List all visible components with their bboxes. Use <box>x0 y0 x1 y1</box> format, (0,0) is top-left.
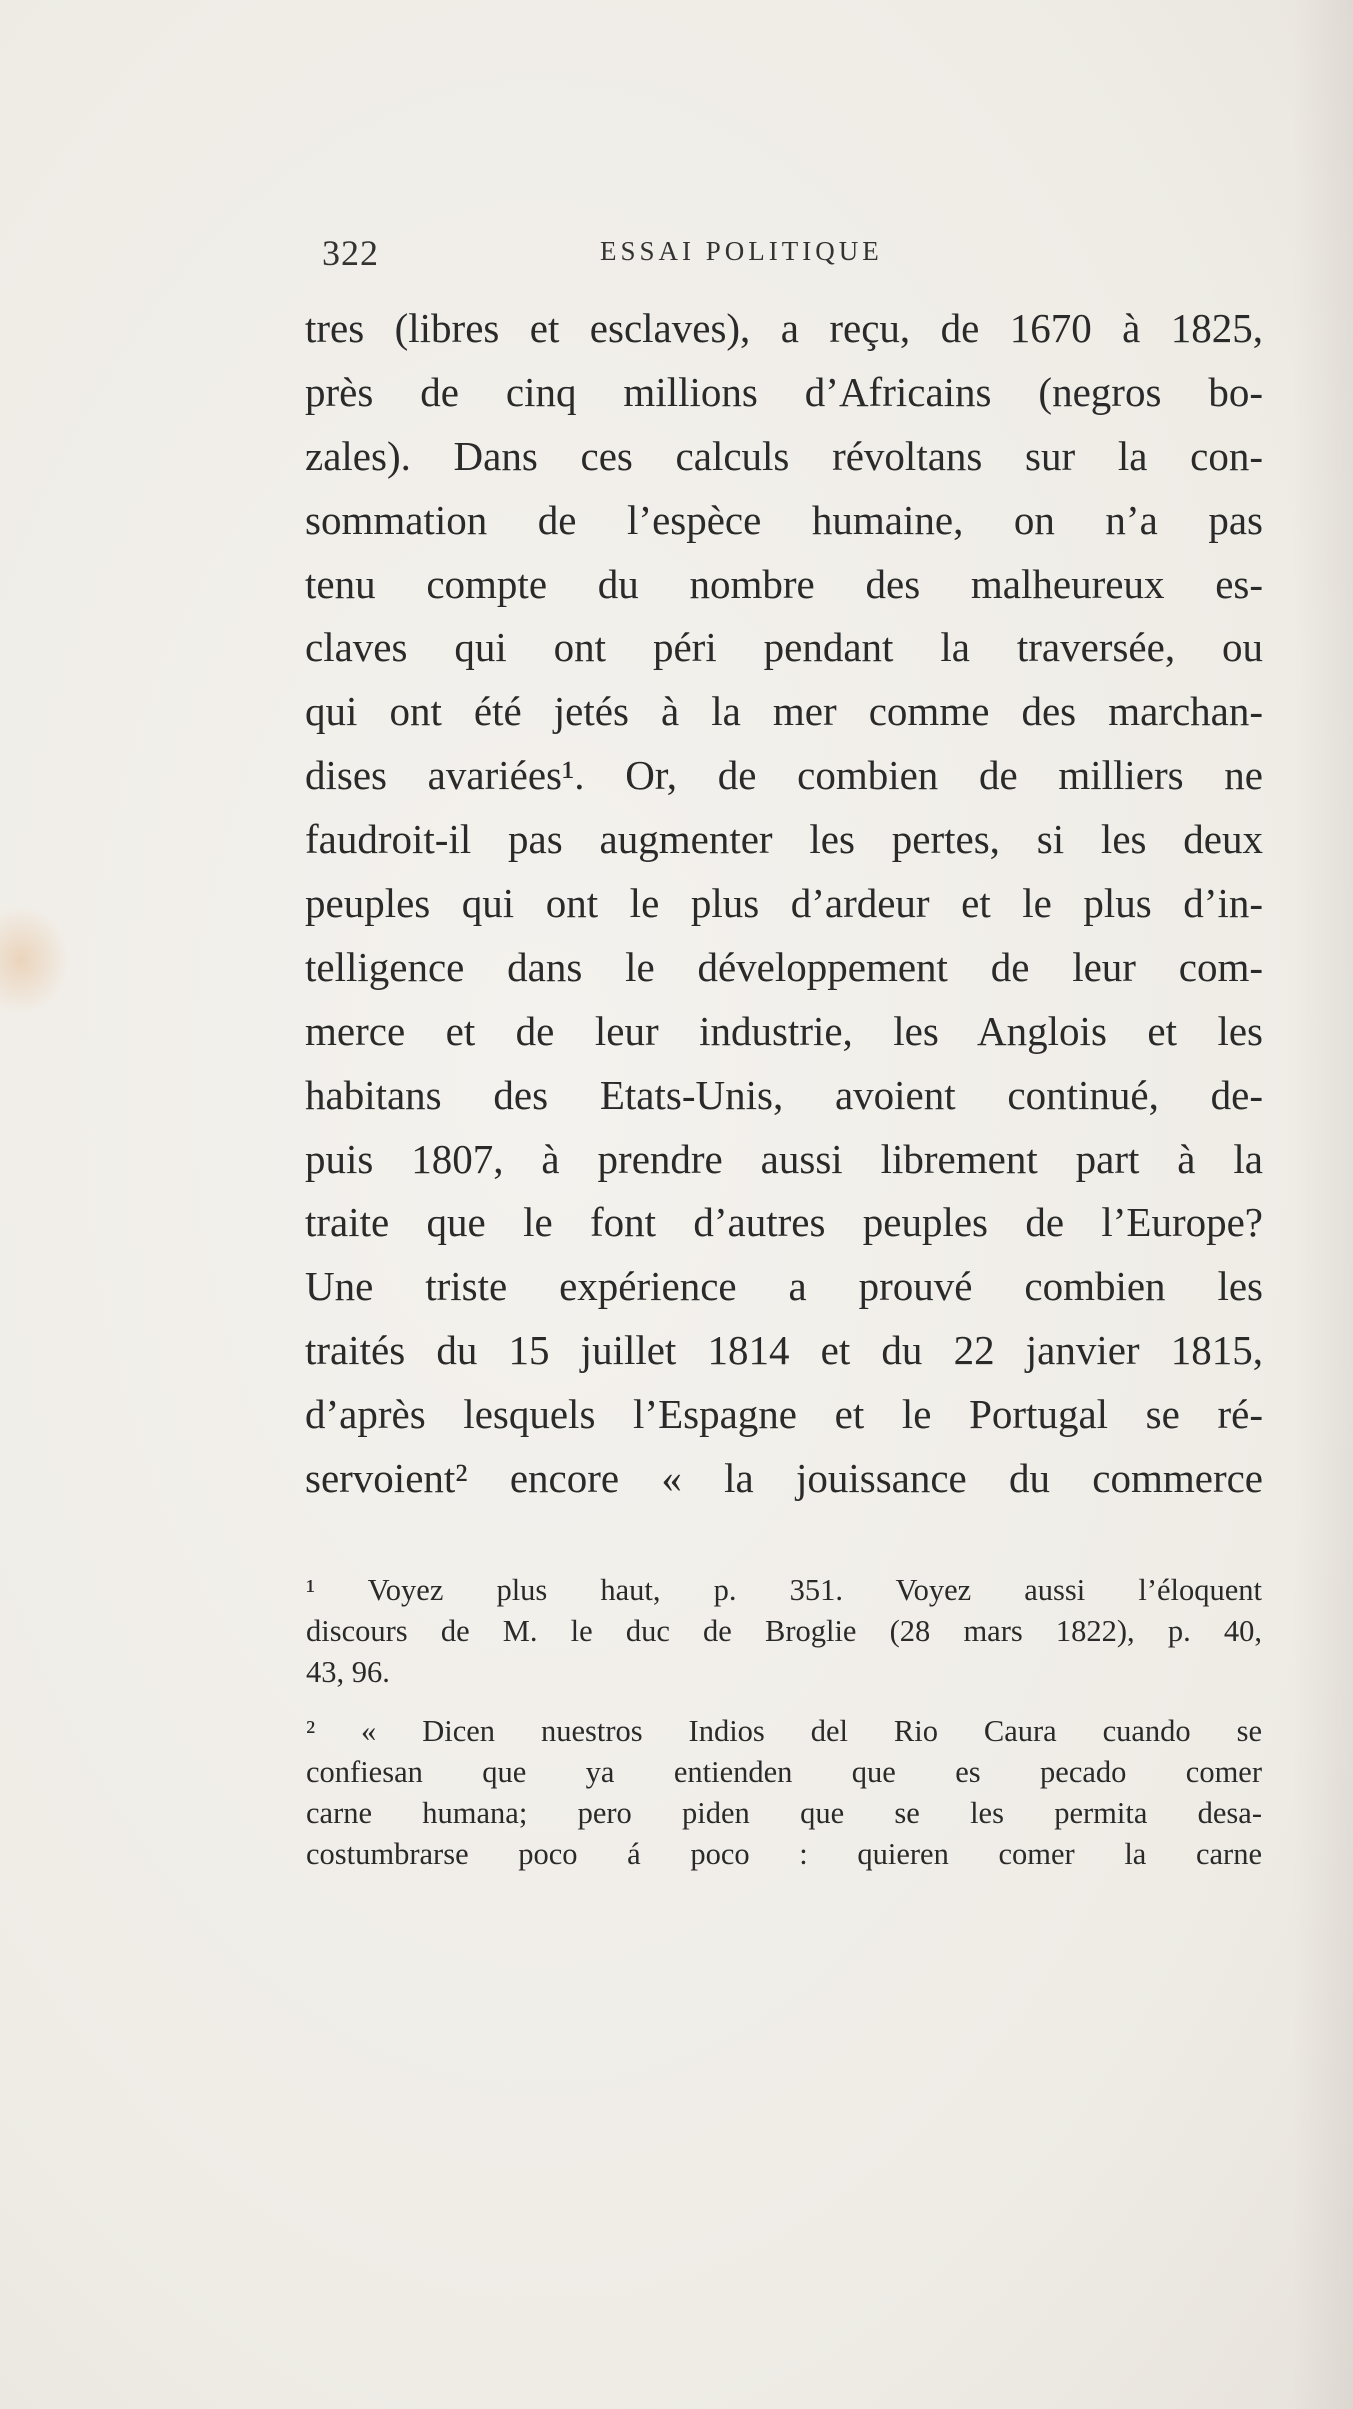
footnotes <box>306 1570 1262 1875</box>
paper-stain <box>0 905 70 1015</box>
body-line: puis 1807, à prendre aussi librement part à la <box>305 1135 1263 1182</box>
body-line: merce et de leur industrie, les Anglois et les <box>305 1007 1263 1054</box>
footnote-line: carne humana; pero piden que se les permita desa- <box>306 1796 1262 1830</box>
body-line: tenu compte du nombre des malheureux es- <box>305 560 1263 607</box>
body-line: d’après lesquels l’Espagne et le Portugal se ré- <box>305 1391 1263 1438</box>
body-line: zales). Dans ces calculs révoltans sur la con- <box>305 432 1263 479</box>
body-line: telligence dans le développement de leur com- <box>305 943 1263 990</box>
body-line: tres (libres et esclaves), a reçu, de 1670 à 1825, <box>305 305 1263 351</box>
body-line: faudroit-il pas augmenter les pertes, si les deux <box>305 816 1263 863</box>
body-text <box>305 297 1263 1511</box>
body-line: près de cinq millions d’Africains (negros bo- <box>305 368 1263 415</box>
footnote-line: 43, 96. <box>306 1655 390 1689</box>
running-title: ESSAI POLITIQUE <box>600 236 883 266</box>
footnote-line: confiesan que ya entienden que es pecado comer <box>306 1755 1262 1789</box>
page-number: 322 <box>322 233 379 273</box>
body-line: claves qui ont péri pendant la traversée, ou <box>305 624 1263 671</box>
page-header <box>322 232 1282 272</box>
footnote-line: ¹ Voyez plus haut, p. 351. Voyez aussi l’éloquent <box>306 1573 1262 1607</box>
page-edge-shadow <box>1293 0 1353 2409</box>
body-line: Une triste expérience a prouvé combien les <box>305 1263 1263 1310</box>
body-line: sommation de l’espèce humaine, on n’a pas <box>305 496 1263 543</box>
footnote-line: ² « Dicen nuestros Indios del Rio Caura cuando se <box>306 1714 1262 1748</box>
body-line: traite que le font d’autres peuples de l’Europe? <box>305 1199 1263 1246</box>
body-line: traités du 15 juillet 1814 et du 22 janvier 1815, <box>305 1327 1263 1374</box>
body-line: qui ont été jetés à la mer comme des marchan- <box>305 688 1263 735</box>
body-line: servoient² encore « la jouissance du commerce <box>305 1455 1263 1502</box>
footnote-line: discours de M. le duc de Broglie (28 mars 1822), p. 40, <box>306 1614 1262 1648</box>
body-line: peuples qui ont le plus d’ardeur et le plus d’in- <box>305 880 1263 927</box>
footnote-1 <box>306 1570 1262 1693</box>
body-line: habitans des Etats-Unis, avoient continué, de- <box>305 1071 1263 1118</box>
body-line: dises avariées¹. Or, de combien de milliers ne <box>305 752 1263 799</box>
footnote-2 <box>306 1711 1262 1875</box>
footnote-line: costumbrarse poco á poco : quieren comer la carne <box>306 1837 1262 1871</box>
